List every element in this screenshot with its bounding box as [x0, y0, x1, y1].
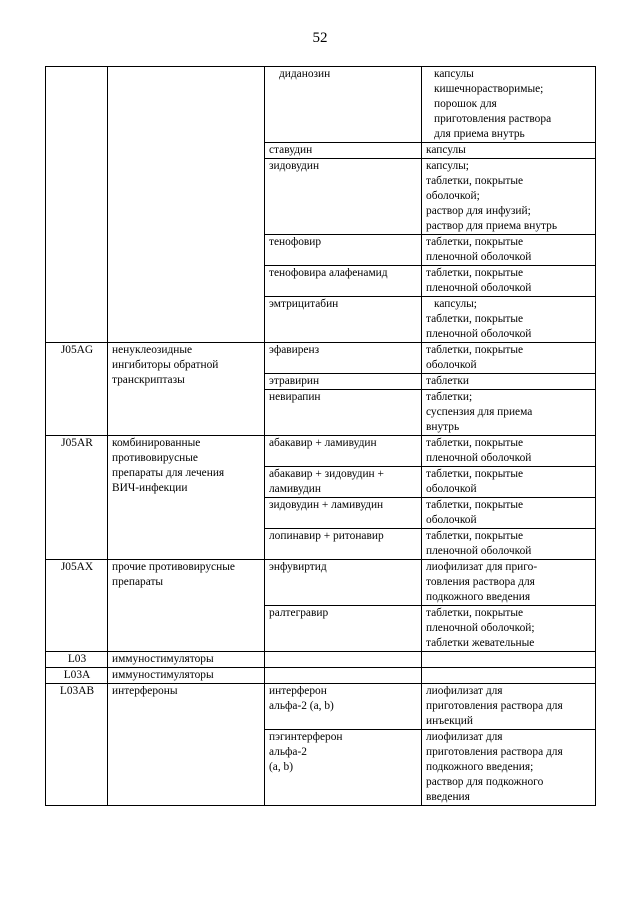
dosage-form-cell — [422, 730, 596, 806]
dosage-form-line: суспензия для приема — [426, 406, 533, 418]
dosage-form-line: раствор для подкожного — [426, 776, 544, 788]
dosage-form-line: таблетки, покрытые — [426, 344, 524, 356]
dosage-form-cell — [422, 684, 596, 730]
dosage-form-line: для приема внутрь — [434, 128, 525, 140]
dosage-form-line: пленочной оболочкой — [426, 251, 532, 263]
substance-cell — [265, 266, 422, 297]
substance-line: энфувиртид — [269, 561, 327, 573]
dosage-form-cell — [422, 159, 596, 235]
dosage-form-cell — [422, 498, 596, 529]
substance-line: зидовудин + ламивудин — [269, 499, 384, 511]
substance-line: зидовудин — [269, 160, 320, 172]
dosage-form-cell — [422, 390, 596, 436]
substance-cell — [265, 668, 422, 684]
substance-cell — [265, 730, 422, 806]
dosage-form-line: пленочной оболочкой — [426, 282, 532, 294]
group-line: комбинированные — [112, 437, 201, 449]
dosage-form-line: подкожного введения; — [426, 761, 534, 773]
dosage-form-line: капсулы; — [434, 298, 477, 310]
dosage-form-line: таблетки, покрытые — [426, 530, 524, 542]
group-line: ВИЧ-инфекции — [112, 482, 188, 494]
dosage-form-line: порошок для — [434, 98, 497, 110]
dosage-form-line: приготовления раствора для — [426, 746, 563, 758]
dosage-form-line: лиофилизат для — [426, 685, 503, 697]
dosage-form-line: таблетки, покрытые — [426, 607, 524, 619]
pharmacological-group-cell — [108, 343, 265, 436]
dosage-form-cell — [422, 652, 596, 668]
substance-line: интерферон — [269, 685, 327, 697]
pharmacological-group-cell — [108, 560, 265, 652]
dosage-form-line: пленочной оболочкой; — [426, 622, 535, 634]
substance-cell — [265, 67, 422, 143]
table-row — [46, 668, 596, 684]
substance-line: лопинавир + ритонавир — [269, 530, 384, 542]
dosage-form-line: раствор для инфузий; — [426, 205, 531, 217]
dosage-form-line: кишечнорастворимые; — [434, 83, 544, 95]
pharmacological-group-cell — [108, 67, 265, 343]
pharmacological-group-cell — [108, 668, 265, 684]
atc-code-cell: J05AG — [46, 343, 108, 436]
substance-cell — [265, 343, 422, 374]
dosage-form-cell — [422, 606, 596, 652]
dosage-form-line: пленочной оболочкой — [426, 452, 532, 464]
dosage-form-line: оболочкой — [426, 514, 477, 526]
table-row — [46, 684, 596, 730]
table-body — [46, 67, 596, 806]
dosage-form-line: таблетки, покрытые — [426, 437, 524, 449]
table-row — [46, 652, 596, 668]
dosage-form-line: подкожного введения — [426, 591, 531, 603]
substance-cell — [265, 652, 422, 668]
substance-line: невирапин — [269, 391, 321, 403]
dosage-form-line: таблетки; — [426, 391, 473, 403]
pharmacological-group-cell — [108, 684, 265, 806]
dosage-form-line: таблетки, покрытые — [426, 313, 524, 325]
dosage-form-line: внутрь — [426, 421, 460, 433]
table-row — [46, 436, 596, 467]
substance-cell — [265, 560, 422, 606]
dosage-form-cell — [422, 143, 596, 159]
atc-code-cell — [46, 67, 108, 343]
dosage-form-line: оболочкой; — [426, 190, 480, 202]
atc-code-cell: L03A — [46, 668, 108, 684]
substance-cell — [265, 297, 422, 343]
substance-line: ставудин — [269, 144, 313, 156]
dosage-form-line: таблетки, покрытые — [426, 499, 524, 511]
dosage-form-cell — [422, 266, 596, 297]
substance-line: эмтрицитабин — [269, 298, 339, 310]
dosage-form-line: раствор для приема внутрь — [426, 220, 558, 232]
group-line: ингибиторы обратной — [112, 359, 219, 371]
dosage-form-cell — [422, 297, 596, 343]
substance-line: альфа-2 (a, b) — [269, 700, 334, 712]
group-line: транскриптазы — [112, 374, 185, 386]
dosage-form-line: капсулы; — [426, 160, 469, 172]
dosage-form-cell — [422, 374, 596, 390]
dosage-form-line: пленочной оболочкой — [426, 545, 532, 557]
dosage-form-cell — [422, 343, 596, 374]
table-row — [46, 560, 596, 606]
dosage-form-line: таблетки, покрытые — [426, 236, 524, 248]
substance-line: ралтегравир — [269, 607, 329, 619]
dosage-form-line: лиофилизат для приго- — [426, 561, 538, 573]
dosage-form-cell — [422, 235, 596, 266]
substance-line: абакавир + ламивудин — [269, 437, 377, 449]
dosage-form-cell — [422, 67, 596, 143]
dosage-form-line: таблетки, покрытые — [426, 468, 524, 480]
table-row — [46, 67, 596, 143]
group-line: прочие противовирусные — [112, 561, 235, 573]
dosage-form-line: капсулы — [426, 144, 466, 156]
group-line: интерфероны — [112, 685, 178, 697]
substance-line: диданозин — [279, 68, 331, 80]
dosage-form-line: приготовления раствора — [434, 113, 552, 125]
substance-line: ламивудин — [269, 483, 321, 495]
atc-code-cell: L03 — [46, 652, 108, 668]
substance-cell — [265, 436, 422, 467]
substance-cell — [265, 467, 422, 498]
substance-line: эфавиренз — [269, 344, 320, 356]
group-line: препараты для лечения — [112, 467, 225, 479]
group-line: ненуклеозидные — [112, 344, 193, 356]
table-row — [46, 343, 596, 374]
atc-code-cell: J05AX — [46, 560, 108, 652]
dosage-form-cell — [422, 529, 596, 560]
dosage-form-cell — [422, 668, 596, 684]
substance-cell — [265, 143, 422, 159]
atc-code-cell: L03AB — [46, 684, 108, 806]
substance-cell — [265, 374, 422, 390]
substance-line: этравирин — [269, 375, 320, 387]
substance-cell — [265, 606, 422, 652]
dosage-form-line: приготовления раствора для — [426, 700, 563, 712]
dosage-form-line: инъекций — [426, 715, 473, 727]
substance-cell — [265, 684, 422, 730]
dosage-form-line: пленочной оболочкой — [426, 328, 532, 340]
substance-cell — [265, 235, 422, 266]
group-line: иммуностимуляторы — [112, 669, 214, 681]
substance-line: (a, b) — [269, 761, 294, 773]
dosage-form-cell — [422, 467, 596, 498]
dosage-form-cell — [422, 560, 596, 606]
substance-cell — [265, 390, 422, 436]
pharmacological-group-cell — [108, 652, 265, 668]
substance-cell — [265, 498, 422, 529]
dosage-form-line: капсулы — [434, 68, 474, 80]
substance-line: альфа-2 — [269, 746, 307, 758]
dosage-form-cell — [422, 436, 596, 467]
dosage-form-line: таблетки жевательные — [426, 637, 535, 649]
dosage-form-line: лиофилизат для — [426, 731, 503, 743]
medicines-table — [45, 66, 596, 806]
substance-line: пэгинтерферон — [269, 731, 343, 743]
pharmacological-group-cell — [108, 436, 265, 560]
dosage-form-line: таблетки, покрытые — [426, 175, 524, 187]
group-line: противовирусные — [112, 452, 198, 464]
dosage-form-line: оболочкой — [426, 483, 477, 495]
dosage-form-line: таблетки — [426, 375, 470, 387]
dosage-form-line: таблетки, покрытые — [426, 267, 524, 279]
group-line: препараты — [112, 576, 164, 588]
dosage-form-line: введения — [426, 791, 470, 803]
substance-line: тенофовира алафенамид — [269, 267, 388, 279]
atc-code-cell: J05AR — [46, 436, 108, 560]
substance-cell — [265, 159, 422, 235]
dosage-form-line: товления раствора для — [426, 576, 535, 588]
substance-line: абакавир + зидовудин + — [269, 468, 384, 480]
substance-line: тенофовир — [269, 236, 322, 248]
page-number: 52 — [312, 30, 328, 46]
dosage-form-line: оболочкой — [426, 359, 477, 371]
substance-cell — [265, 529, 422, 560]
group-line: иммуностимуляторы — [112, 653, 214, 665]
